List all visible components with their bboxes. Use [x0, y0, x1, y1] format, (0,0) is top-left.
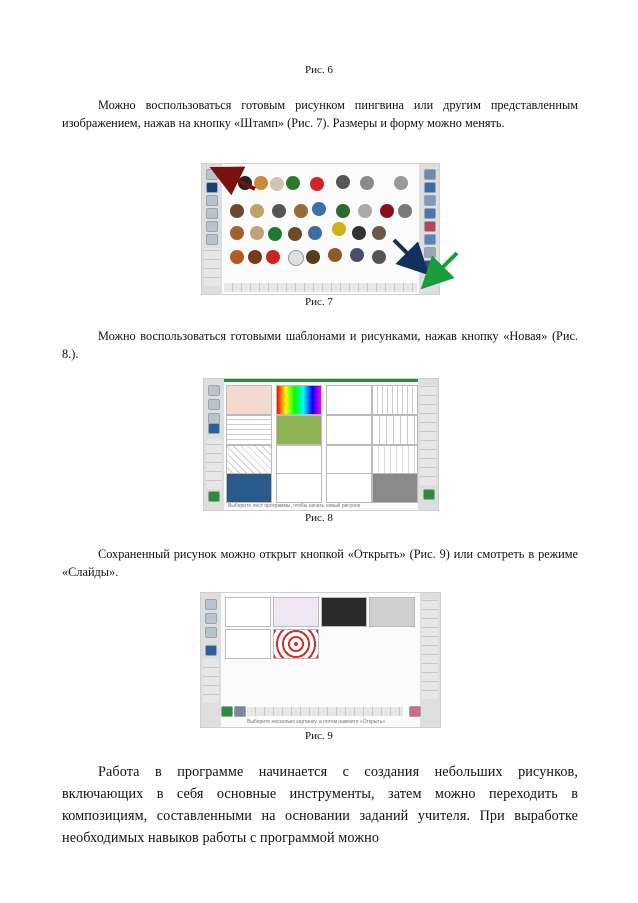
figure-caption-9: Рис. 9: [305, 730, 333, 742]
template-thumb[interactable]: [226, 445, 272, 475]
template-thumb[interactable]: [372, 415, 418, 445]
status-text: Выберите несколько картинку, а потом нажмите «Открыть»: [247, 719, 386, 725]
saved-image-thumb[interactable]: [321, 597, 367, 627]
saved-image-thumb[interactable]: [273, 629, 319, 659]
paragraph-text: Можно воспользоваться готовыми шаблонами и рисунками, нажав кнопку «Новая» (Рис. 8.).: [62, 329, 578, 361]
new-button[interactable]: [208, 423, 220, 434]
figure-caption-7: Рис. 7: [305, 296, 333, 308]
paragraph-text: Работа в программе начинается с создания небольших рисунков, включающих в себя основные инструменты, затем можно переходить в композициям, составленными на основании заданий учителя. При выработке необходимых навыков работы с программой можно: [62, 764, 578, 846]
status-text: Выберите лист программы, чтобы начать новый рисунок: [228, 503, 361, 509]
red-arrow: [224, 174, 255, 189]
template-thumb[interactable]: [372, 385, 418, 415]
top-bar: [224, 379, 418, 382]
template-thumb[interactable]: [372, 445, 418, 475]
paragraph-new: [62, 327, 578, 363]
figure-9-screenshot: [200, 592, 441, 728]
saved-image-thumb[interactable]: [225, 597, 271, 627]
green-button[interactable]: [423, 489, 435, 500]
template-thumb[interactable]: [276, 385, 322, 415]
tool-button[interactable]: [208, 399, 220, 410]
left-scroll[interactable]: [203, 659, 219, 703]
template-thumb[interactable]: [372, 473, 418, 503]
template-thumb[interactable]: [326, 445, 372, 475]
figure-caption-8: Рис. 8: [305, 512, 333, 524]
bottom-scroll[interactable]: [247, 707, 403, 716]
saved-image-thumb[interactable]: [273, 597, 319, 627]
paragraph-open: [62, 545, 578, 581]
tool-button[interactable]: [205, 599, 217, 610]
template-thumb[interactable]: [276, 415, 322, 445]
template-thumb[interactable]: [326, 385, 372, 415]
erase-button[interactable]: [409, 706, 421, 717]
left-scroll[interactable]: [206, 439, 222, 489]
paragraph-text: Сохраненный рисунок можно открыт кнопкой «Открыть» (Рис. 9) или смотреть в режиме «Слайды».: [62, 547, 578, 579]
paragraph-text: Можно воспользоваться готовым рисунком пингвина или другим представленным изображением, нажав на кнопку «Штамп» (Рис. 7). Размеры и форму можно менять.: [62, 98, 578, 130]
slides-button[interactable]: [234, 706, 246, 717]
figure-8-screenshot: [203, 378, 439, 511]
right-scroll[interactable]: [422, 599, 438, 699]
tool-button[interactable]: [205, 613, 217, 624]
template-thumb[interactable]: [226, 415, 272, 445]
open-button[interactable]: [205, 645, 217, 656]
template-thumb[interactable]: [276, 473, 322, 503]
back-button[interactable]: [221, 706, 233, 717]
green-button[interactable]: [208, 491, 220, 502]
template-thumb[interactable]: [226, 385, 272, 415]
saved-image-thumb[interactable]: [225, 629, 271, 659]
tool-button[interactable]: [205, 627, 217, 638]
template-thumb[interactable]: [276, 445, 322, 475]
paragraph-work: [62, 761, 578, 849]
figure-caption-6: Рис. 6: [305, 64, 333, 76]
tool-button[interactable]: [208, 385, 220, 396]
right-scroll[interactable]: [420, 385, 436, 485]
template-thumb[interactable]: [226, 473, 272, 503]
saved-image-thumb[interactable]: [369, 597, 415, 627]
template-thumb[interactable]: [326, 473, 372, 503]
blue-arrow: [394, 240, 418, 264]
template-thumb[interactable]: [326, 415, 372, 445]
green-arrow: [432, 253, 457, 278]
